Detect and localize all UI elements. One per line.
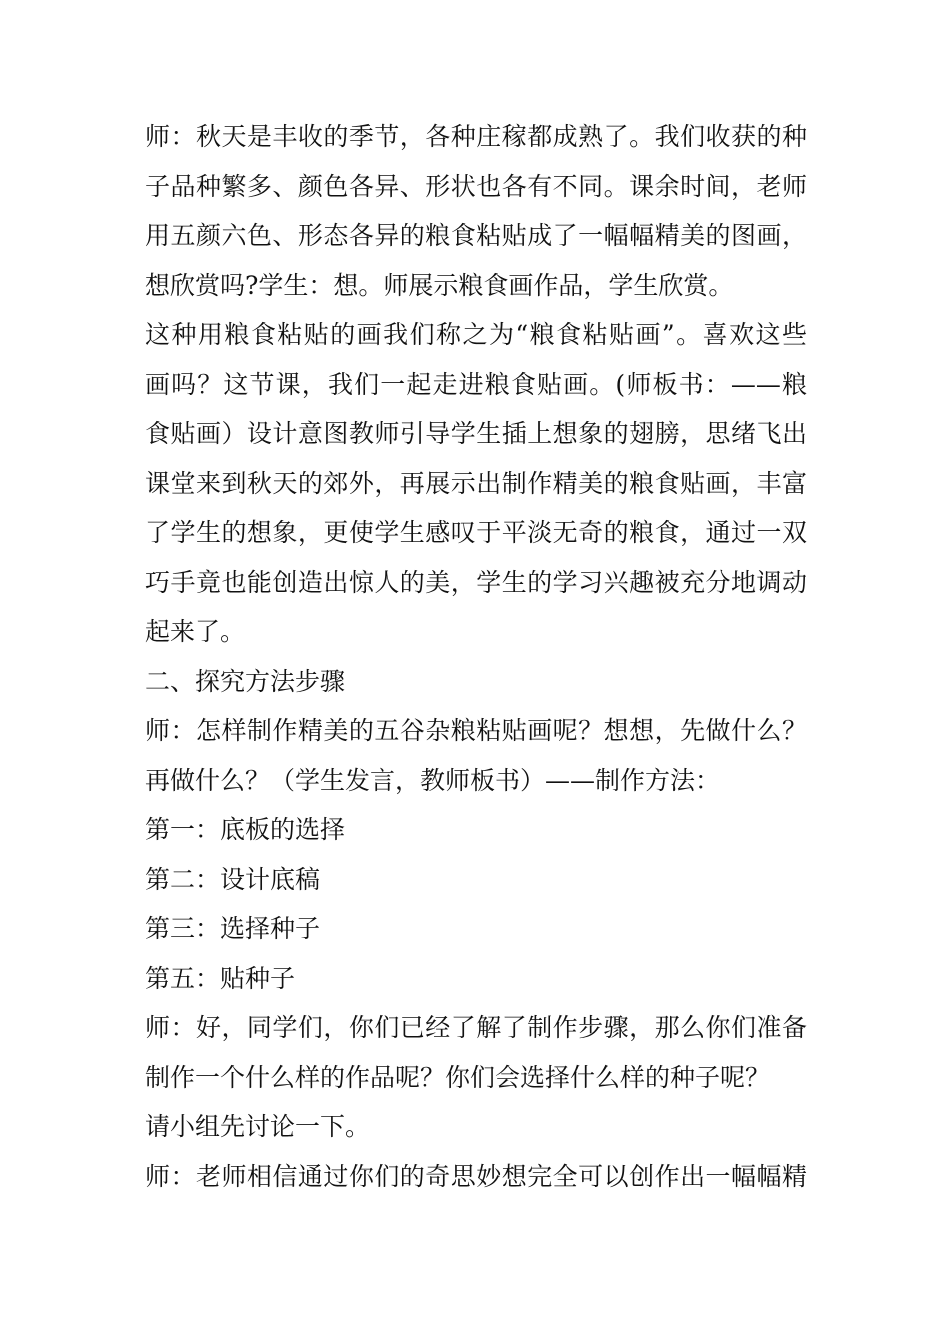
text-line: 了学生的想象，更使学生感叹于平淡无奇的粮食，通过一双 — [145, 518, 807, 547]
document-page — [145, 112, 807, 1201]
step-text: 第二：设计底稿 — [145, 864, 321, 894]
text-line: 请小组先讨论一下。 — [145, 1112, 371, 1141]
step-text: 第三：选择种子 — [145, 914, 321, 943]
text-line: 用五颜六色、形态各异的粮食粘贴成了一幅幅精美的图画， — [145, 221, 807, 250]
text-line: 子品种繁多、颜色各异、形状也各有不同。课余时间，老师 — [145, 171, 807, 201]
text-line: 师：好，同学们，你们已经了解了制作步骤，那么你们准备 — [145, 1013, 807, 1042]
paragraph-teacher-belief — [145, 1152, 807, 1202]
paragraph-autumn-intro — [145, 112, 807, 310]
step-item-5 — [145, 954, 807, 1004]
paragraph-group-discussion — [145, 1003, 807, 1152]
step-text: 第五：贴种子 — [145, 963, 296, 993]
paragraph-design-intent — [145, 310, 807, 657]
text-line: 课堂来到秋天的郊外，再展示出制作精美的粮食贴画，丰富 — [145, 468, 807, 498]
step-item-1 — [145, 805, 807, 855]
step-item-2 — [145, 855, 807, 905]
text-line: 想欣赏吗?学生：想。师展示粮食画作品，学生欣赏。 — [145, 270, 734, 300]
text-line: 师：老师相信通过你们的奇思妙想完全可以创作出一幅幅精 — [145, 1161, 807, 1191]
section-heading-steps — [145, 657, 807, 707]
text-line: 师：怎样制作精美的五谷杂粮粘贴画呢？想想，先做什么？ — [145, 716, 807, 745]
text-line: 巧手竟也能创造出惊人的美，学生的学习兴趣被充分地调动 — [145, 567, 807, 597]
paragraph-method-question — [145, 706, 807, 805]
text-line: 起来了。 — [145, 617, 246, 646]
text-line: 再做什么？（学生发言，教师板书）——制作方法： — [145, 765, 721, 795]
step-text: 第一：底板的选择 — [145, 815, 346, 844]
text-line: 师：秋天是丰收的季节，各种庄稼都成熟了。我们收获的种 — [145, 122, 807, 151]
text-line: 画吗？这节课，我们一起走进粮食贴画。(师板书：——粮 — [145, 369, 807, 399]
text-line: 这种用粮食粘贴的画我们称之为“粮食粘贴画”。喜欢这些 — [145, 320, 807, 349]
section-heading: 二、探究方法步骤 — [145, 666, 346, 696]
text-line: 食贴画）设计意图教师引导学生插上想象的翅膀，思绪飞出 — [145, 419, 807, 448]
step-item-3 — [145, 904, 807, 954]
text-line: 制作一个什么样的作品呢？你们会选择什么样的种子呢？ — [145, 1062, 771, 1092]
